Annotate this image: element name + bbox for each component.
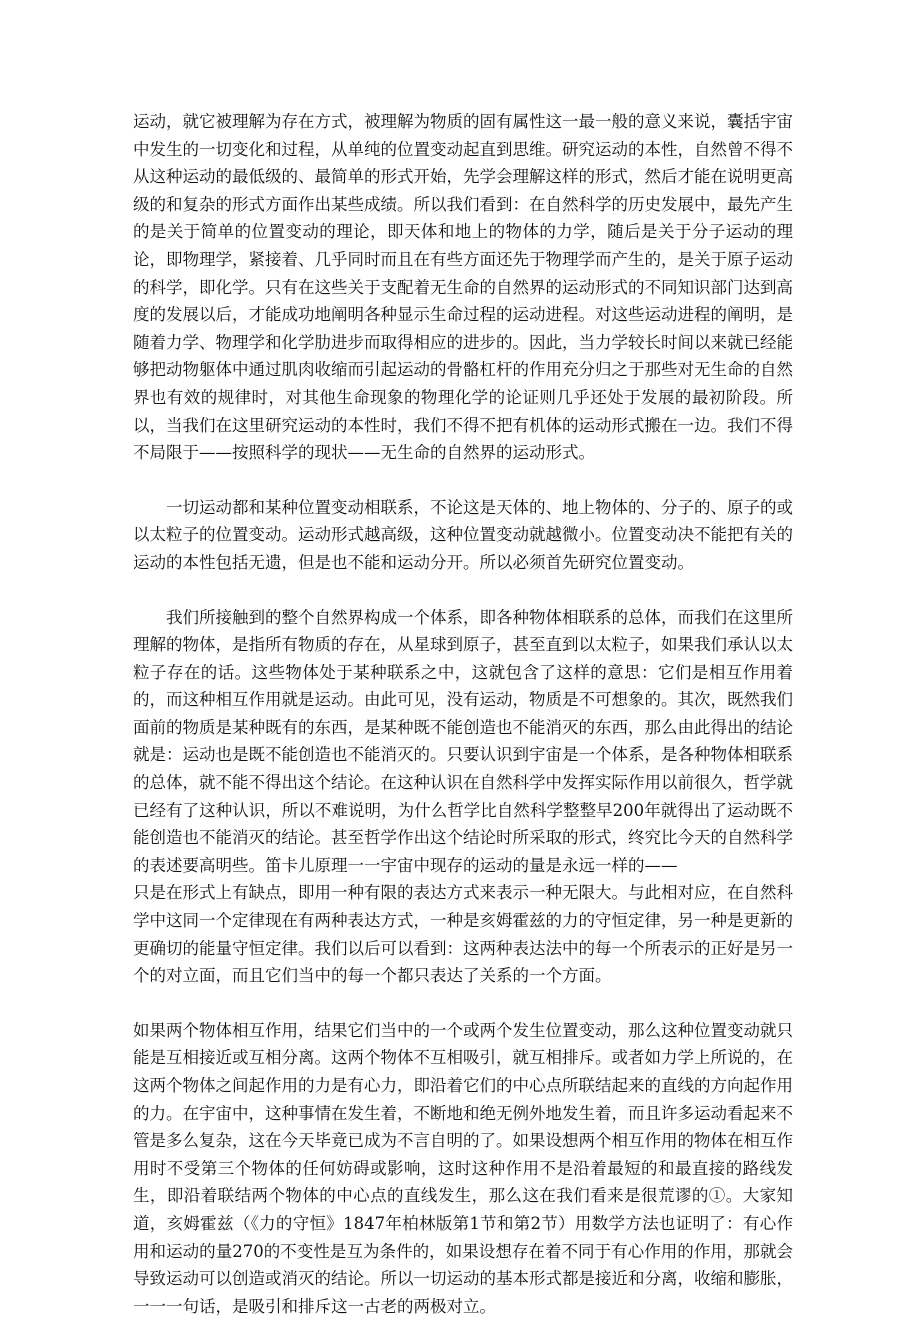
paragraph-4: 如果两个物体相互作用，结果它们当中的一个或两个发生位置变动，那么这种位置变动就只能是互相接近或互相分离。这两个物体不互相吸引，就互相排斥。或者如力学上所说的，在这两个物体之间起作用的力是有心力，即沿着它们的中心点所联结起来的直线的方向起作用的力。在宇宙中，这种事情在发生着，不断地和绝无例外地发生着，而且许多运动看起来不管是多么复杂，这在今天毕竟已成为不言自明的了。如果设想两个相互作用的物体在相互作用时不受第三个物体的任何妨碍或影响，这时这种作用不是沿着最短的和最直接的路线发生，即沿着联结两个物体的中心点的直线发生，那么这在我们看来是很荒谬的①。大家知道，亥姆霍兹（《力的守恒》1847年柏林版第1节和第2节）用数学方法也证明了：有心作用和运动的量270的不变性是互为条件的，如果设想存在着不同于有心作用的作用，那就会导致运动可以创造或消灭的结论。所以一切运动的基本形式都是接近和分离，收缩和膨胀，一一一句话，是吸引和排斥这一古老的两极对立。 [133,1020,793,1316]
paragraph-3: 我们所接触到的整个自然界构成一个体系，即各种物体相联系的总体，而我们在这里所理解的物体，是指所有物质的存在，从星球到原子，甚至直到以太粒子，如果我们承认以太粒子存在的话。这些物体处于某种联系之中，这就包含了这样的意思：它们是相互作用着的，而这种相互作用就是运动。由此可见，没有运动，物质是不可想象的。其次，既然我们面前的物质是某种既有的东西，是某种既不能创造也不能消灭的东西，那么由此得出的结论就是：运动也是既不能创造也不能消灭的。只要认识到宇宙是一个体系，是各种物体相联系的总体，就不能不得出这个结论。在这种认识在自然科学中发挥实际作用以前很久，哲学就已经有了这种认识，所以不难说明，为什么哲学比自然科学整整早200年就得出了运动既不能创造也不能消灭的结论。甚至哲学作出这个结论时所采取的形式，终究比今天的自然科学的表述要高明些。笛卡儿原理一一宇宙中现存的运动的量是永远一样的—— [133,607,793,875]
paragraph-3-continued: 只是在形式上有缺点，即用一种有限的表达方式来表示一种无限大。与此相对应，在自然科学中这同一个定律现在有两种表达方式，一种是亥姆霍兹的力的守恒定律，另一种是更新的更确切的能量守恒定律。我们以后可以看到：这两种表达法中的每一个所表示的正好是另一个的对立面，而且它们当中的每一个都只表达了关系的一个方面。 [133,883,793,986]
paragraph-gap [133,990,793,1017]
paragraph-2: 一切运动都和某种位置变动相联系，不论这是天体的、地上物体的、分子的、原子的或以太粒子的位置变动。运动形式越高级，这种位置变动就越微小。位置变动决不能把有关的运动的本性包括无遗，但是也不能和运动分开。所以必须首先研究位置变动。 [133,497,793,572]
paragraph-gap [133,467,793,494]
document-page [133,108,793,1320]
paragraph-gap [133,577,793,604]
paragraph-1: 运动，就它被理解为存在方式，被理解为物质的固有属性这一最一般的意义来说，囊括宇宙中发生的一切变化和过程，从单纯的位置变动起直到思维。研究运动的本性，自然曾不得不从这种运动的最低级的、最简单的形式开始，先学会理解这样的形式，然后才能在说明更高级的和复杂的形式方面作出某些成绩。所以我们看到：在自然科学的历史发展中，最先产生的是关于简单的位置变动的理论，即天体和地上的物体的力学，随后是关于分子运动的理论，即物理学，紧接着、几乎同时而且在有些方面还先于物理学而产生的，是关于原子运动的科学，即化学。只有在这些关于支配着无生命的自然界的运动形式的不同知识部门达到高度的发展以后，才能成功地阐明各种显示生命过程的运动进程。对这些运动进程的阐明，是随着力学、物理学和化学肋进步而取得相应的进步的。因此，当力学较长时间以来就已经能够把动物躯体中通过肌肉收缩而引起运动的骨骼杠杆的作用充分归之于那些对无生命的自然界也有效的规律时，对其他生命现象的物理化学的论证则几乎还处于发展的最初阶段。所以，当我们在这里研究运动的本性时，我们不得不把有机体的运动形式搬在一边。我们不得不局限于——按照科学的现状——无生命的自然界的运动形式。 [133,112,793,463]
